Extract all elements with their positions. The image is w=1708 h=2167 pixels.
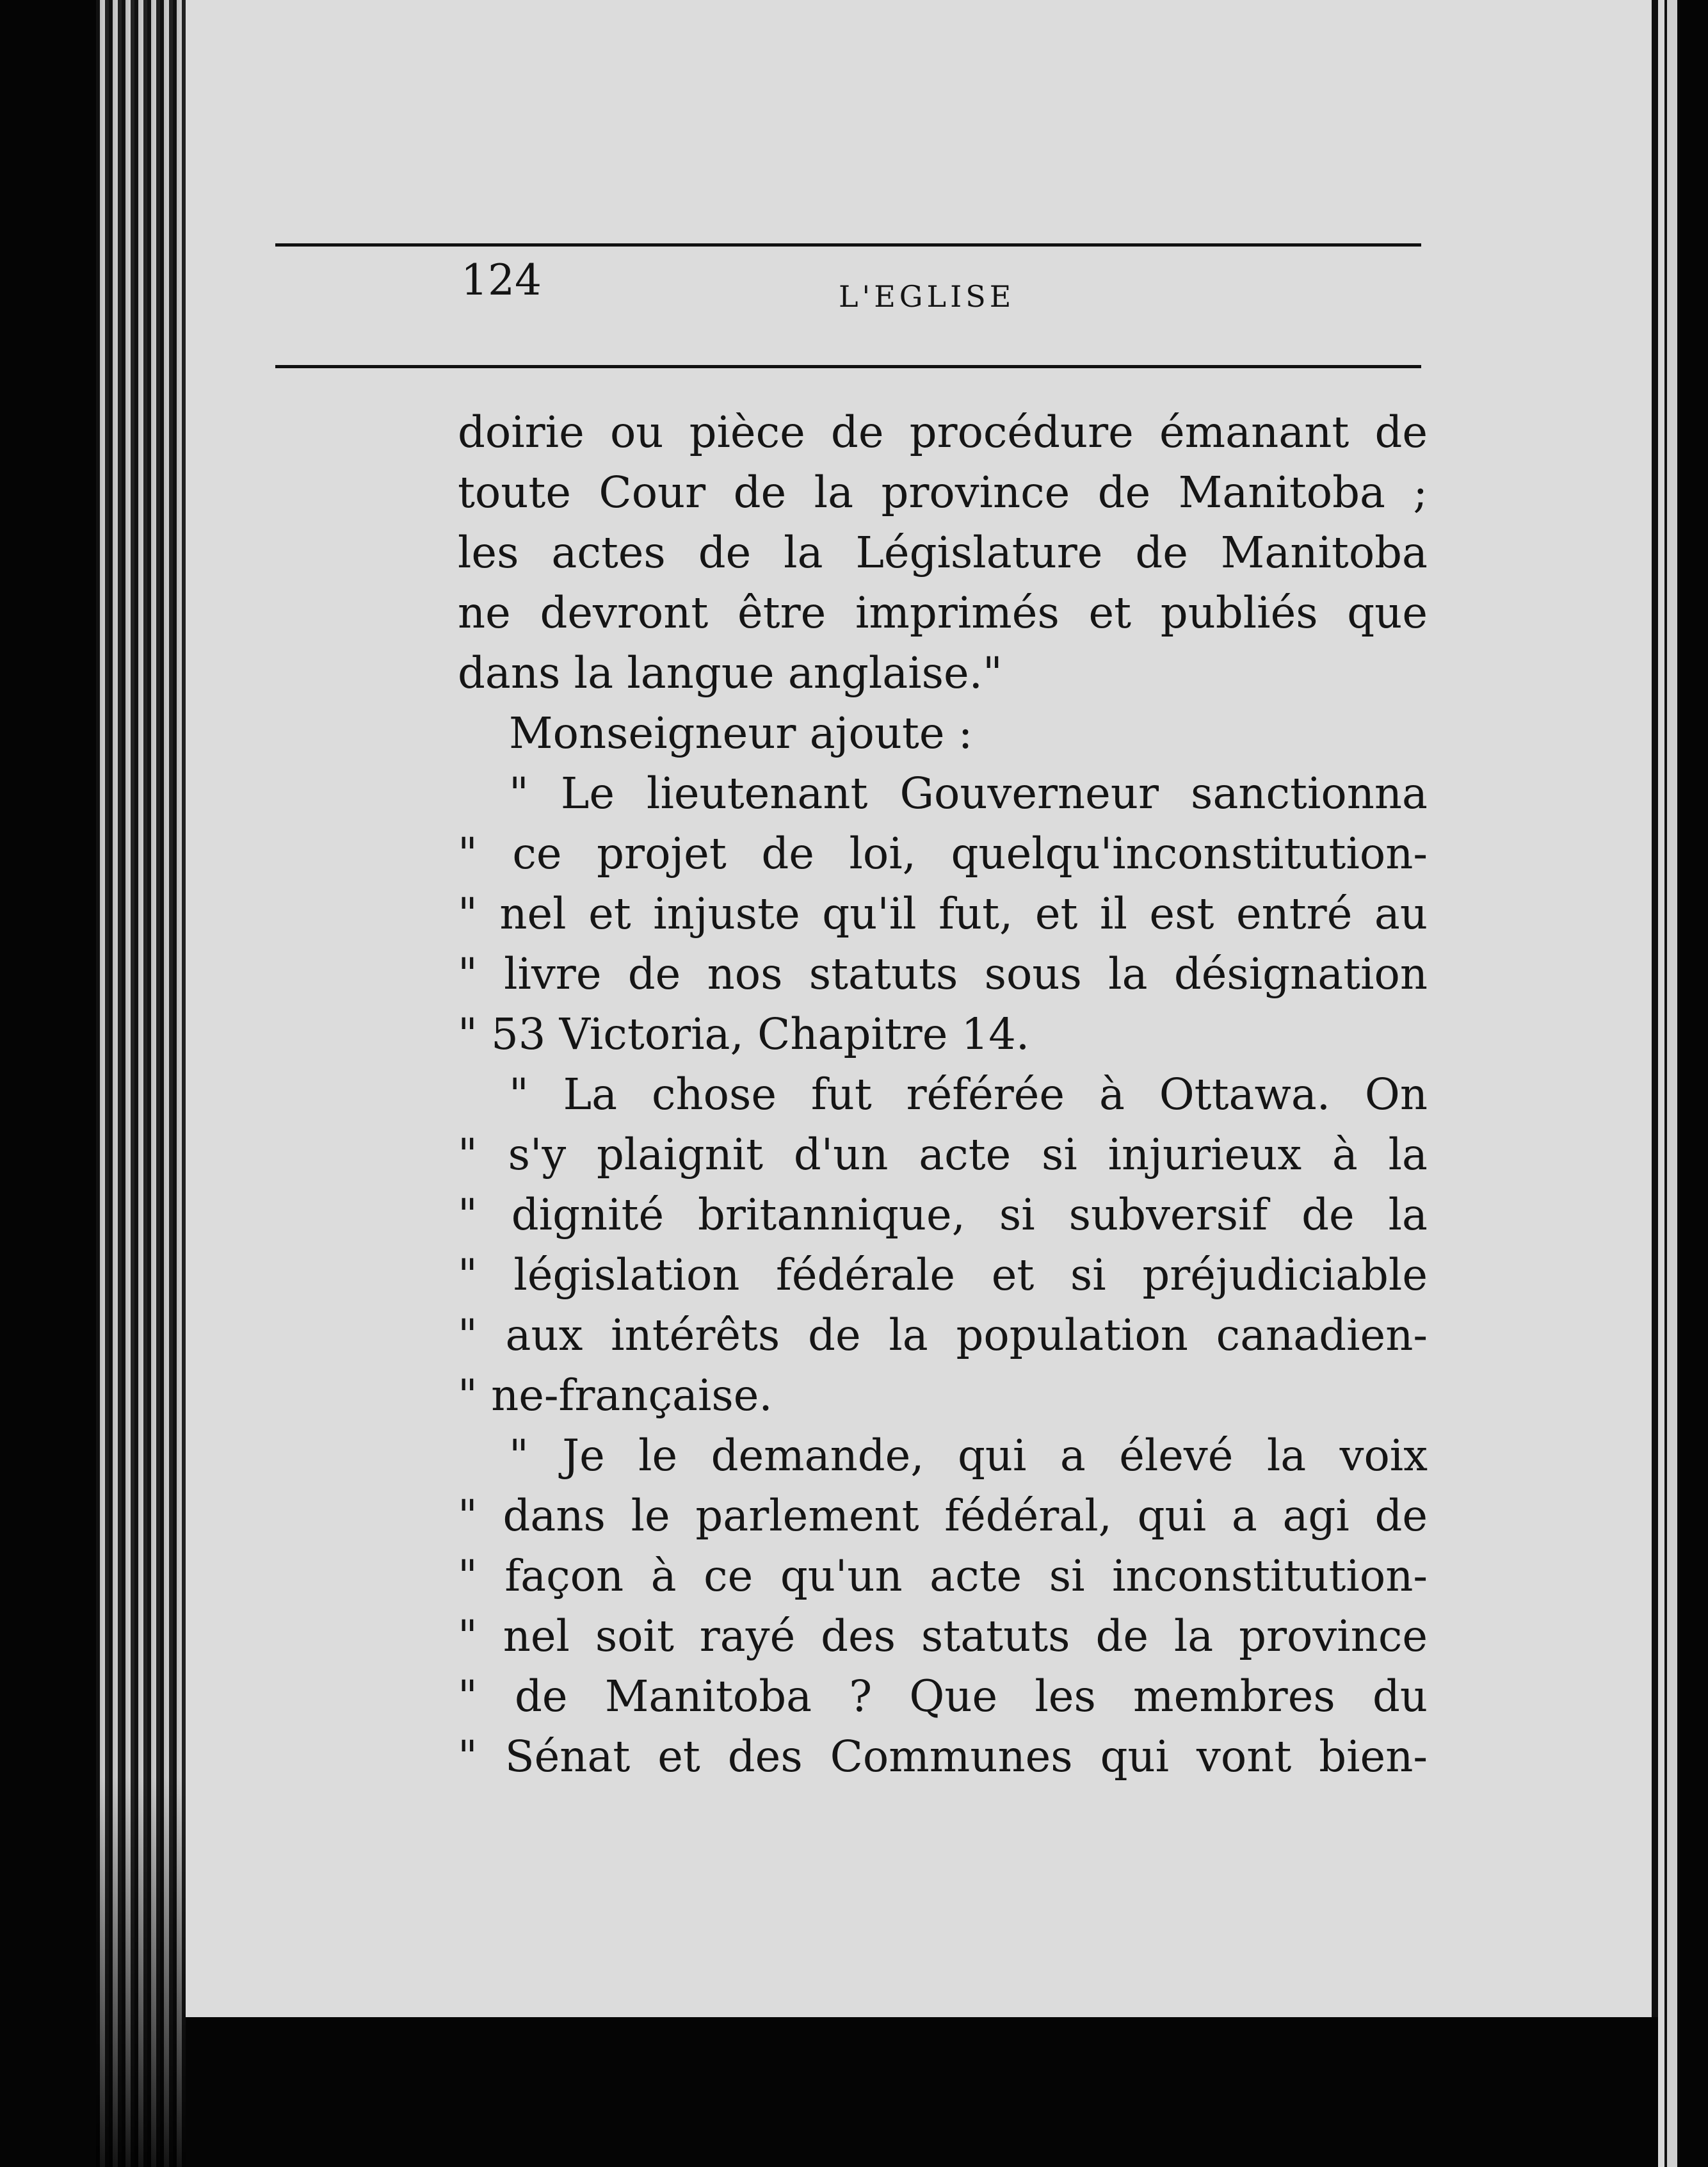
text-line: " La chose fut référée à Ottawa. On <box>509 1069 1428 1119</box>
text-line: " nel et injuste qu'il fut, et il est entré au <box>458 889 1428 939</box>
running-title: L'EGLISE <box>839 279 1015 314</box>
text-line: " s'y plaignit d'un acte si injurieux à la <box>458 1130 1428 1180</box>
text-line: " aux intérêts de la population canadien- <box>458 1310 1428 1360</box>
header-rule-bottom <box>275 365 1421 368</box>
text-line: " 53 Victoria, Chapitre 14. <box>458 1009 1030 1059</box>
text-line: doirie ou pièce de procédure émanant de <box>458 407 1428 457</box>
text-line: toute Cour de la province de Manitoba ; <box>458 467 1428 517</box>
page-binding-edge <box>1658 0 1696 2167</box>
text-line: Monseigneur ajoute : <box>509 708 973 758</box>
text-line: " livre de nos statuts sous la désignation <box>458 949 1428 999</box>
text-line: " nel soit rayé des statuts de la province <box>458 1611 1428 1661</box>
text-line: " dans le parlement fédéral, qui a agi de <box>458 1491 1428 1541</box>
text-line: " Le lieutenant Gouverneur sanctionna <box>509 768 1428 818</box>
text-line: " législation fédérale et si préjudiciable <box>458 1250 1428 1300</box>
page-edges-shadow <box>96 0 186 2167</box>
text-line: " Je le demande, qui a élevé la voix <box>509 1431 1428 1481</box>
text-line: " façon à ce qu'un acte si inconstitution- <box>458 1551 1428 1601</box>
page-number: 124 <box>461 256 542 305</box>
text-line: " dignité britannique, si subversif de la <box>458 1190 1428 1240</box>
text-line: ne devront être imprimés et publiés que <box>458 588 1428 638</box>
text-line: dans la langue anglaise." <box>458 648 1003 698</box>
text-line: " de Manitoba ? Que les membres du <box>458 1671 1428 1721</box>
text-line: " ne-française. <box>458 1370 773 1420</box>
text-line: " Sénat et des Communes qui vont bien- <box>458 1732 1428 1781</box>
text-line: les actes de la Législature de Manitoba <box>458 528 1428 578</box>
text-line: " ce projet de loi, quelqu'inconstitution- <box>458 829 1428 879</box>
body-text <box>458 402 1428 1787</box>
header-rule-top <box>275 243 1421 247</box>
